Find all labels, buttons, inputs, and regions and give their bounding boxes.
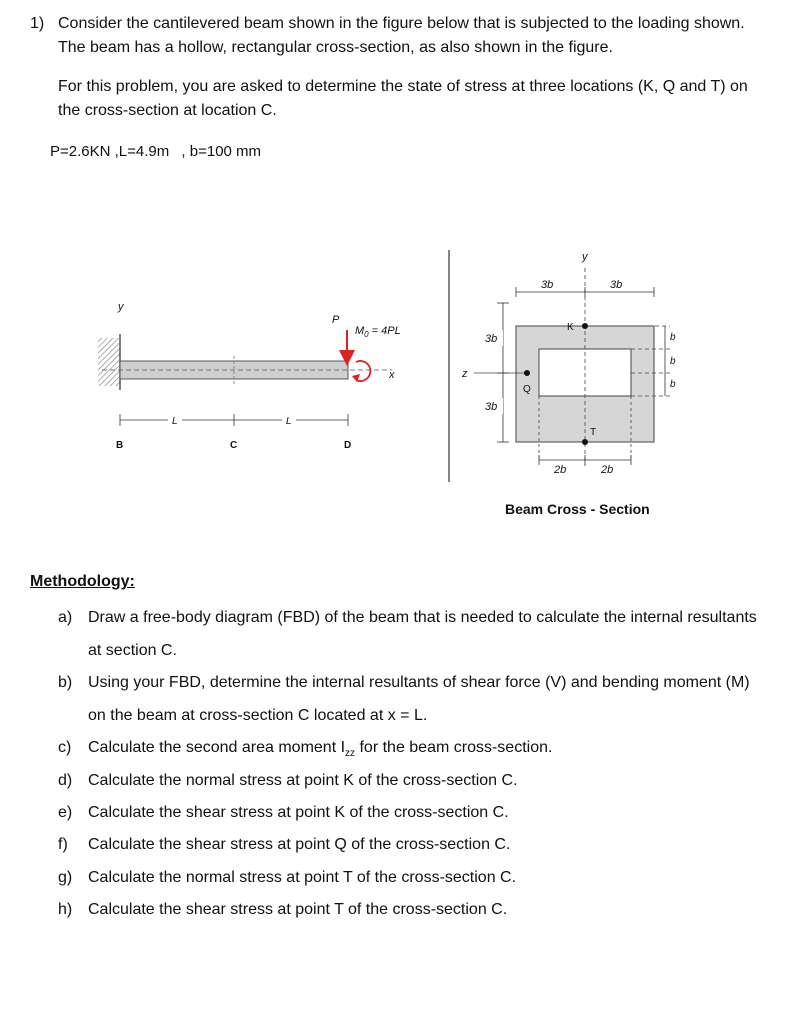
step-g-letter: g): [58, 869, 73, 886]
right-dim-3-label: b: [670, 379, 676, 390]
section-z-axis-label: z: [462, 368, 468, 380]
given-p-l: P=2.6KN ,L=4.9m: [50, 143, 170, 160]
point-b-label: B: [116, 440, 124, 451]
step-b-letter: b): [58, 674, 73, 691]
top-dim-right-label: 3b: [610, 279, 623, 291]
beam-x-axis-label: x: [389, 369, 395, 381]
beam-diagram: [98, 301, 401, 451]
bottom-dim-left-label: 2b: [554, 464, 567, 476]
step-c-letter: c): [58, 739, 72, 756]
span-label-2: L: [286, 416, 292, 427]
point-q-label: Q: [523, 384, 531, 395]
cross-section-diagram: [461, 251, 676, 476]
given-b: , b=100 mm: [181, 143, 262, 160]
step-a-text-1: Draw a free-body diagram (FBD) of the beam that is needed to calculate the internal resultants: [88, 609, 757, 626]
problem-number: 1): [30, 15, 45, 32]
given-values: [50, 143, 261, 160]
step-b-text-1: Using your FBD, determine the internal resultants of shear force (V) and bending moment (M): [88, 674, 750, 691]
span-label-1: L: [172, 416, 178, 427]
fixed-support-wall: [98, 338, 120, 386]
step-c-text: Calculate the second area moment $I_{zz}$ for the beam cross-section.: [88, 739, 553, 760]
step-e-letter: e): [58, 804, 73, 821]
point-t-label: T: [590, 427, 597, 438]
bottom-dim-right-label: 2b: [601, 464, 614, 476]
step-f-text: Calculate the shear stress at point Q of the cross-section C.: [88, 836, 511, 853]
point-k-label: K: [567, 322, 574, 333]
point-c-label: C: [230, 440, 238, 451]
moment-label: $M_0 = 4PL$: [355, 325, 401, 339]
point-t-marker: [582, 439, 588, 445]
right-dim-1-label: b: [670, 332, 676, 343]
left-dim-top-label: 3b: [485, 333, 498, 345]
problem-figure: [0, 230, 808, 530]
step-e-text: Calculate the shear stress at point K of the cross-section C.: [88, 804, 509, 821]
step-d-text: Calculate the normal stress at point K of the cross-section C.: [88, 772, 518, 789]
problem-line-3: For this problem, you are asked to determine the state of stress at three locations (K, Q and T) on: [58, 78, 748, 95]
step-a-letter: a): [58, 609, 73, 626]
point-k-marker: [582, 323, 588, 329]
section-caption: Beam Cross - Section: [505, 501, 650, 517]
problem-line-1: Consider the cantilevered beam shown in the figure below that is subjected to the loading shown.: [58, 15, 745, 32]
step-a-text-2: at section C.: [88, 642, 177, 659]
methodology-heading: Methodology:: [30, 573, 135, 590]
left-dim-bottom-label: 3b: [485, 401, 498, 413]
point-d-label: D: [344, 440, 352, 451]
step-f-letter: f): [58, 836, 68, 853]
step-b-text-2: on the beam at cross-section C located at x = L.: [88, 707, 428, 724]
section-y-axis-label: y: [582, 251, 588, 263]
load-p-label: P: [332, 314, 340, 326]
beam-y-axis-label: y: [118, 301, 124, 313]
top-dim-left-label: 3b: [541, 279, 554, 291]
problem-line-2: The beam has a hollow, rectangular cross-section, as also shown in the figure.: [58, 39, 613, 56]
right-dim-2-label: b: [670, 356, 676, 367]
step-h-letter: h): [58, 901, 73, 918]
step-g-text: Calculate the normal stress at point T of the cross-section C.: [88, 869, 517, 886]
step-h-text: Calculate the shear stress at point T of the cross-section C.: [88, 901, 508, 918]
point-q-marker: [524, 370, 530, 376]
step-d-letter: d): [58, 772, 73, 789]
problem-line-4: the cross-section at location C.: [58, 102, 277, 119]
